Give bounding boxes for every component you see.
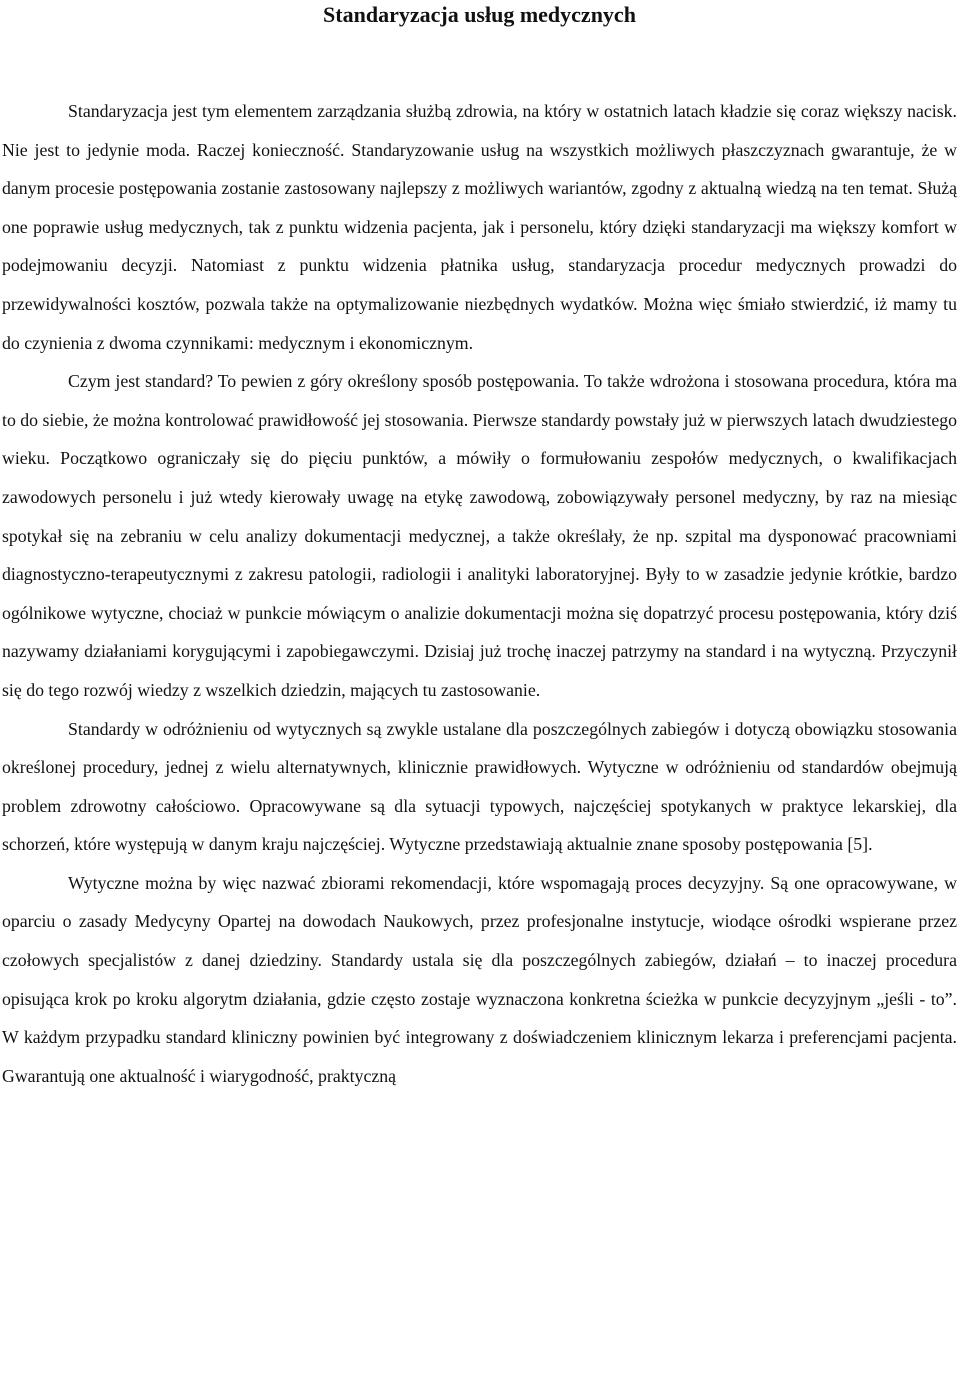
- paragraph-2: Czym jest standard? To pewien z góry określony sposób postępowania. To także wdrożona i stosowana procedura, która ma to do siebie, że można kontrolować prawidłowość jej stosowania. Pierwsze standardy powstały już w pierwszych latach dwudziestego wieku. Początkowo ograniczały się do pięciu punktów, a mówiły o formułowaniu zespołów medycznych, o kwalifikacjach zawodowych personelu i już wtedy kierowały uwagę na etykę zawodową, zobowiązywały personel medyczny, by raz na miesiąc spotykał się na zebraniu w celu analizy dokumentacji medycznej, a także określały, że np. szpital ma dysponować pracowniami diagnostyczno-terapeutycznymi z zakresu patologii, radiologii i analityki laboratoryjnej. Były to w zasadzie jedynie krótkie, bardzo ogólnikowe wytyczne, chociaż w punkcie mówiącym o analizie dokumentacji można się dopatrzyć procesu postępowania, który dziś nazywamy działaniami korygującymi i zapobiegawczymi. Dzisiaj już trochę inaczej patrzymy na standard i na wytyczną. Przyczynił się do tego rozwój wiedzy z wszelkich dziedzin, mających tu zastosowanie.: [2, 371, 957, 700]
- document-body: [2, 92, 957, 1095]
- paragraph-1: Standaryzacja jest tym elementem zarządzania służbą zdrowia, na który w ostatnich latach kładzie się coraz większy nacisk. Nie jest to jedynie moda. Raczej konieczność. Standaryzowanie usług na wszystkich możliwych płaszczyznach gwarantuje, że w danym procesie postępowania zostanie zastosowany najlepszy z możliwych wariantów, zgodny z aktualną wiedzą na ten temat. Służą one poprawie usług medycznych, tak z punktu widzenia pacjenta, jak i personelu, który dzięki standaryzacji ma większy komfort w podejmowaniu decyzji. Natomiast z punktu widzenia płatnika usług, standaryzacja procedur medycznych prowadzi do przewidywalności kosztów, pozwala także na optymalizowanie niezbędnych wydatków. Można więc śmiało stwierdzić, iż mamy tu do czynienia z dwoma czynnikami: medycznym i ekonomicznym.: [2, 101, 957, 353]
- document-title: Standaryzacja usług medycznych: [323, 2, 636, 27]
- paragraph-4: Wytyczne można by więc nazwać zbiorami rekomendacji, które wspomagają proces decyzyjny. Są one opracowywane, w oparciu o zasady Medycyny Opartej na dowodach Naukowych, przez profesjonalne instytucje, wiodące ośrodki wspierane przez czołowych specjalistów z danej dziedziny. Standardy ustala się dla poszczególnych zabiegów, działań – to inaczej procedura opisująca krok po kroku algorytm działania, gdzie często zostaje wyznaczona konkretna ścieżka w punkcie decyzyjnym „jeśli - to”. W każdym przypadku standard kliniczny powinien być integrowany z doświadczeniem klinicznym lekarza i preferencjami pacjenta. Gwarantują one aktualność i wiarygodność, praktyczną: [2, 872, 957, 1086]
- paragraph-3: Standardy w odróżnieniu od wytycznych są zwykle ustalane dla poszczególnych zabiegów i dotyczą obowiązku stosowania określonej procedury, jednej z wielu alternatywnych, klinicznie prawidłowych. Wytyczne w odróżnieniu od standardów obejmują problem zdrowotny całościowo. Opracowywane są dla sytuacji typowych, najczęściej spotykanych w praktyce lekarskiej, dla schorzeń, które występują w danym kraju najczęściej. Wytyczne przedstawiają aktualnie znane sposoby postępowania [5].: [2, 718, 957, 855]
